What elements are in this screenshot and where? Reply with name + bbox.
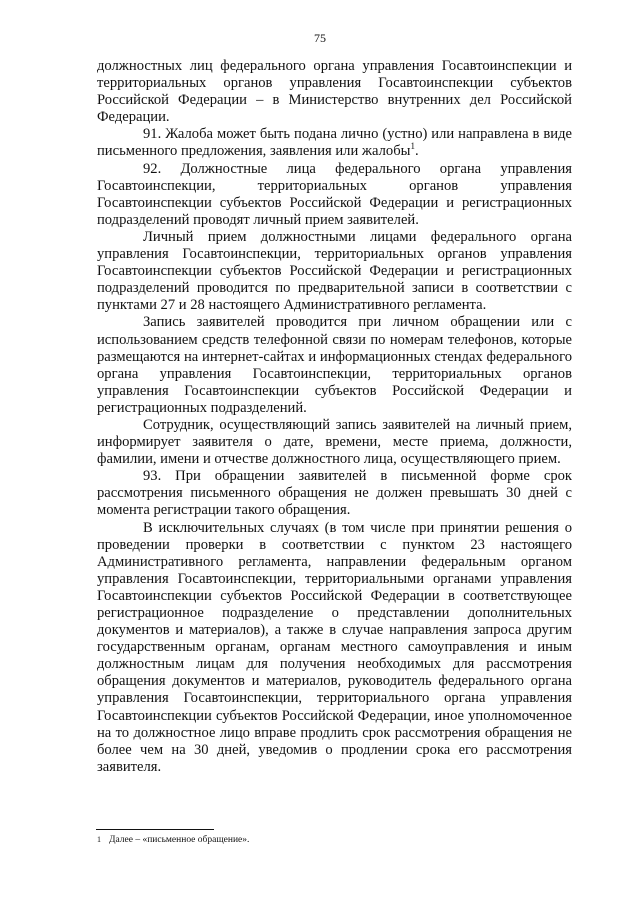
paragraph-continuation	[97, 58, 572, 126]
footnote-number: 1	[97, 835, 101, 844]
paragraph-text: Личный прием должностными лицами федерального органа управления Госавтоинспекции, территориальных органов управления Госавтоинспекции субъектов Российской Федерации и регистрационных подразделений проводится по предварительной записи в соответствии с пунктами 27 и 28 настоящего Административного регламента.	[97, 228, 572, 314]
paragraph-text: 93. При обращении заявителей в письменной форме срок рассмотрения письменного обращения не должен превышать 30 дней с момента регистрации такого обращения.	[97, 468, 572, 519]
paragraph-exceptional-cases	[97, 520, 572, 776]
paragraph-employee-informs	[97, 417, 572, 468]
document-body	[97, 58, 572, 776]
paragraph-registration	[97, 314, 572, 417]
paragraph-text: Запись заявителей проводится при личном обращении или с использованием средств телефонной связи по номерам телефонов, которые размещаются на интернет-сайтах и информационных стендах федерального органа управления Госавтоинспекции, территориальных органов управления Госавтоинспекции субъектов Российской Федерации и регистрационных подразделений.	[97, 314, 572, 416]
footnote-reference[interactable]: 1	[410, 141, 415, 152]
paragraph-text: Сотрудник, осуществляющий запись заявителей на личный прием, информирует заявителя о дате, времени, месте приема, должности, фамилии, имени и отчестве должностного лица, осуществляющего прием.	[97, 416, 572, 468]
footnote-text: Далее – «письменное обращение».	[109, 835, 250, 845]
paragraph-91	[97, 126, 572, 160]
paragraph-text: должностных лиц федерального органа управления Госавтоинспекции и территориальных органов управления Госавтоинспекции субъектов Российской Федерации – в Министерство внутренних дел Российской Федерации.	[97, 58, 572, 126]
footnote	[97, 834, 572, 846]
paragraph-text: 91. Жалоба может быть подана лично (устно) или направлена в виде письменного предложения, заявления или жалобы	[97, 126, 572, 160]
paragraph-text: 92. Должностные лица федерального органа управления Госавтоинспекции, территориальных органов управления Госавтоинспекции субъектов Российской Федерации и регистрационных подразделений проводят личный прием заявителей.	[97, 160, 572, 228]
paragraph-personal-reception	[97, 229, 572, 314]
footnote-divider	[96, 829, 214, 830]
paragraph-text: В исключительных случаях (в том числе при принятии решения о проведении проверки в соответствии с пунктом 23 настоящего Административного регламента, направлении федеральным органом управления Госавтоинспекции, территориальными органами управления Госавтоинспекции субъектов Российской Федерации в соответствующее регистрационное подразделение о представлении дополнительных документов и материалов), а также в случае направления запроса другим государственным органам, органам местного самоуправления и иным должностным лицам для получения необходимых для рассмотрения обращения документов и материалов, руководитель федерального органа управления Госавтоинспекции, территориального органа управления Госавтоинспекции субъектов Российской Федерации, иное уполномоченное на то должностное лицо вправе продлить срок рассмотрения обращения не более чем на 30 дней, уведомив о продлении срока его рассмотрения заявителя.	[97, 519, 572, 775]
paragraph-93	[97, 468, 572, 519]
paragraph-92	[97, 161, 572, 229]
paragraph-tail: .	[414, 143, 419, 160]
page-number: 75	[314, 31, 326, 45]
